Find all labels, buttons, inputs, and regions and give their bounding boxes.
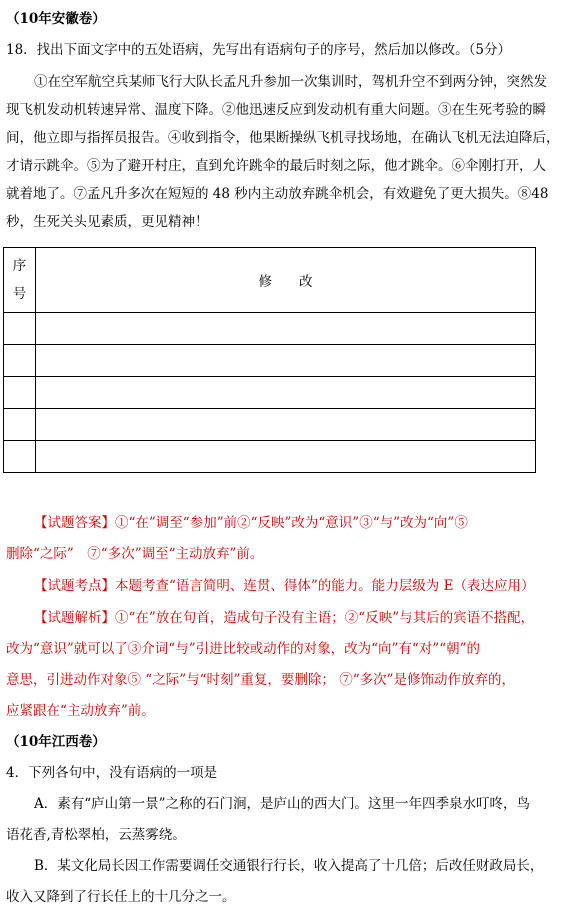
answer-number-cell[interactable] [4,345,36,377]
passage-line: 间，他立即与指挥员报告。④收到指令，他果断操纵飞机寻找场地，在确认飞机无法迫降后， [6,130,560,146]
passage-line: 秒，生死关头见素质，更见精神！ [6,214,209,230]
answer-revision-cell[interactable] [36,441,536,473]
q2-question: 4．下列各句中，没有语病的一项是 [6,765,218,781]
passage-line: 现飞机发动机转速异常、温度下降。②他迅速反应到发动机有重大问题。③在生死考验的瞬 [6,102,546,118]
test-point: 【试题考点】本题考查“语言简明、连贯、得体”的能力。能力层级为 E（表达应用） [34,578,535,594]
answer-number-cell[interactable] [4,313,36,345]
answer-number-cell[interactable] [4,377,36,409]
answer-revision-cell[interactable] [36,409,536,441]
answer-line: 删除“之际” ⑦“多次”调至“主动放弃”前。 [6,546,264,562]
option-a-line: 语花香,青松翠柏，云蒸雾绕。 [6,827,186,843]
analysis-line: 改为“意识”就可以了③介词“与”引进比较或动作的对象，改为“向”有“对”“朝”的 [6,641,481,657]
option-a-line: A．素有“庐山第一景”之称的石门涧，是庐山的西大门。这里一年四季泉水叮咚，鸟 [34,796,531,812]
option-b-line: 收入又降到了行长任上的十几分之一。 [6,889,236,905]
answer-number-cell[interactable] [4,441,36,473]
col-number-bottom: 号 [12,286,27,302]
col-number-header [4,248,36,313]
table-row [4,441,536,473]
revision-table [3,247,536,473]
passage-line: ①在空军航空兵某师飞行大队长孟凡升参加一次集训时，驾机升空不到两分钟，突然发 [34,74,547,90]
answer-revision-cell[interactable] [36,313,536,345]
analysis-line: 意思，引进动作对象⑤ “之际”与“时刻”重复，要删除； ⑦“多次”是修饰动作放弃的， [6,672,515,688]
passage-line: 才请示跳伞。⑤为了避开村庄，直到允许跳伞的最后时刻之际，他才跳伞。⑥伞刚打开，人 [6,158,546,174]
analysis-line: 【试题解析】①“在”放在句首，造成句子没有主语；②“反映”与其后的宾语不搭配， [34,610,535,626]
q1-question: 18．找出下面文字中的五处语病，先写出有语病句子的序号，然后加以修改。（5分） [6,42,512,58]
analysis-line: 应紧跟在“主动放弃”前。 [6,703,155,719]
q2-source: （10年江西卷） [6,734,106,750]
table-row [4,377,536,409]
table-row [4,409,536,441]
table-row [4,313,536,345]
passage-line: 就着地了。⑦孟凡升多次在短短的 48 秒内主动放弃跳伞机会，有效避免了更大损失。⑧48 [6,186,549,202]
answer-revision-cell[interactable] [36,377,536,409]
col-number-top: 序 [12,258,27,274]
table-row [4,345,536,377]
answer-number-cell[interactable] [4,409,36,441]
col-revision-header: 修 改 [36,248,536,313]
option-b-line: B．某文化局长因工作需要调任交通银行行长，收入提高了十几倍；后改任财政局长， [34,858,544,874]
answer-line: 【试题答案】①“在”调至“参加”前②“反映”改为“意识”③“与”改为“向”⑤ [34,515,468,531]
table-header-row [4,248,536,313]
answer-revision-cell[interactable] [36,345,536,377]
q1-source: （10年安徽卷） [6,11,106,27]
